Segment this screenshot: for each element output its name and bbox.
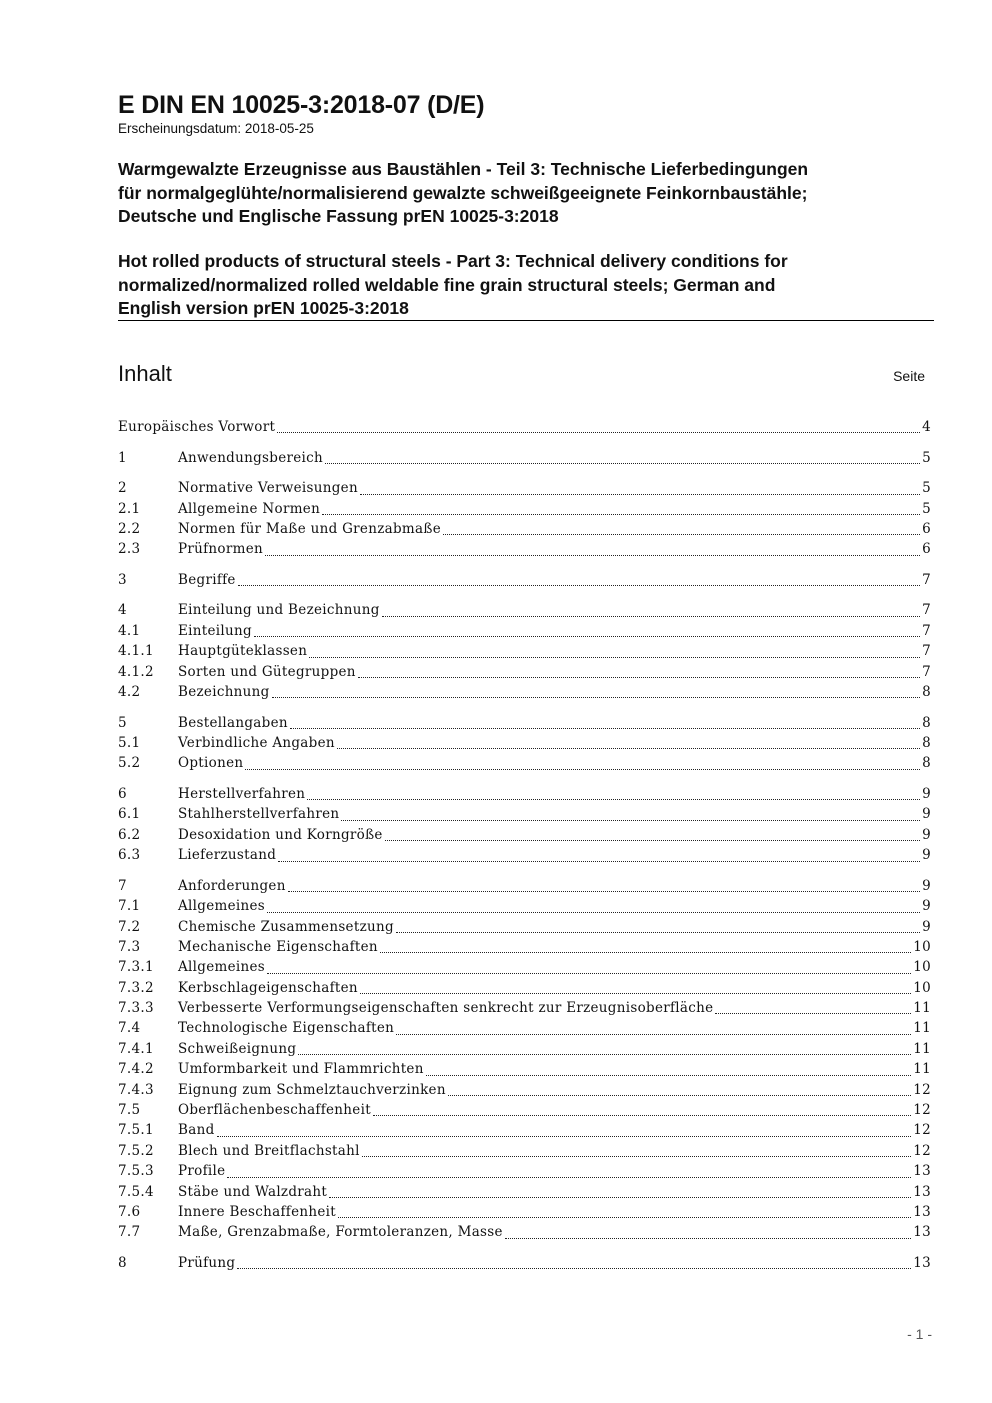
toc-dot-leader: [290, 722, 920, 729]
toc-entry-title: Hauptgüteklassen: [178, 643, 308, 660]
toc-entry-number: 6.2: [118, 826, 141, 843]
toc-entry[interactable]: [118, 478, 931, 498]
toc-entry-title: Maße, Grenzabmaße, Formtoleranzen, Masse: [178, 1224, 503, 1241]
toc-dot-leader: [382, 610, 920, 617]
toc-entry-title: Umformbarkeit und Flammrichten: [178, 1061, 424, 1078]
toc-heading: Inhalt: [118, 361, 172, 386]
toc-dot-leader: [288, 885, 920, 892]
toc-entry-title: Herstellverfahren: [178, 785, 306, 802]
toc-entry-page: 11: [913, 1000, 931, 1017]
toc-entry-number: 4.1.2: [118, 663, 154, 680]
toc-dot-leader: [385, 834, 920, 841]
toc-entry-title: Eignung zum Schmelztauchverzinken: [178, 1081, 446, 1098]
toc-entry-page: 5: [922, 500, 931, 517]
toc-entry[interactable]: [118, 1141, 931, 1161]
toc-entry-title: Stäbe und Walzdraht: [178, 1183, 328, 1200]
toc-entry-page: 10: [913, 959, 931, 976]
toc-entry[interactable]: [118, 784, 931, 804]
toc-dot-leader: [298, 1048, 911, 1055]
toc-entry[interactable]: [118, 570, 931, 590]
toc-entry-number: 7.3.1: [118, 959, 154, 976]
toc-entry-number: 5: [118, 714, 127, 731]
toc-dot-leader: [341, 814, 920, 821]
toc-entry[interactable]: [118, 957, 931, 977]
toc-entry-title: Desoxidation und Korngröße: [178, 826, 383, 843]
english-title: [118, 250, 788, 321]
toc-entry[interactable]: [118, 713, 931, 733]
toc-entry-title: Oberflächenbeschaffenheit: [178, 1102, 371, 1119]
toc-entry-page: 12: [913, 1102, 931, 1119]
toc-entry[interactable]: [118, 1120, 931, 1140]
toc-entry-number: 7.4.1: [118, 1040, 154, 1057]
german-title-line: für normalgeglühte/normalisierend gewalzte schweißgeeignete Feinkornbaustähle;: [118, 182, 808, 203]
page-number: - 1 -: [907, 1326, 932, 1342]
toc-entry-number: 7.1: [118, 898, 141, 915]
toc-entry-number: 2.1: [118, 500, 141, 517]
toc-entry[interactable]: [118, 1202, 931, 1222]
toc-entry-page: 9: [922, 826, 931, 843]
toc-entry-page: 11: [913, 1040, 931, 1057]
toc-entry-number: 6: [118, 785, 127, 802]
toc-dot-leader: [505, 1232, 911, 1239]
toc-entry-title: Einteilung: [178, 622, 252, 639]
toc-entry-page: 6: [922, 541, 931, 558]
publication-date: Erscheinungsdatum: 2018-05-25: [118, 121, 314, 136]
toc-dot-leader: [238, 579, 920, 586]
toc-entry[interactable]: [118, 917, 931, 937]
toc-entry-title: Blech und Breitflachstahl: [178, 1142, 360, 1159]
german-title-line: Warmgewalzte Erzeugnisse aus Baustählen - Teil 3: Technische Lieferbedingungen: [118, 159, 809, 179]
toc-entry-title: Normen für Maße und Grenzabmaße: [178, 520, 441, 537]
toc-entry-number: 7.2: [118, 918, 141, 935]
toc-entry-number: 2.2: [118, 520, 141, 537]
toc-dot-leader: [272, 691, 920, 698]
toc-entry-title: Kerbschlageigenschaften: [178, 979, 358, 996]
toc-entry-title: Technologische Eigenschaften: [178, 1020, 395, 1037]
toc-entry[interactable]: [118, 1161, 931, 1181]
toc-page-column-label: Seite: [893, 368, 925, 384]
document-id: E DIN EN 10025-3:2018-07 (D/E): [118, 91, 485, 119]
toc-entry-page: 8: [922, 714, 931, 731]
toc-group: [118, 784, 931, 866]
english-title-line: Hot rolled products of structural steels - Part 3: Technical delivery conditions for: [118, 251, 788, 271]
toc-entry-number: 2: [118, 480, 127, 497]
toc-group: [118, 448, 931, 468]
table-of-contents: [118, 417, 931, 1284]
toc-entry-title: Innere Beschaffenheit: [178, 1203, 336, 1220]
toc-entry-page: 12: [913, 1081, 931, 1098]
toc-entry-number: 7.5.4: [118, 1183, 154, 1200]
toc-entry-number: 4.1.1: [118, 643, 154, 660]
toc-entry-page: 9: [922, 785, 931, 802]
toc-entry-number: 4.1: [118, 622, 141, 639]
toc-entry[interactable]: [118, 539, 931, 559]
toc-entry[interactable]: [118, 753, 931, 773]
toc-dot-leader: [237, 1262, 911, 1269]
toc-entry[interactable]: [118, 804, 931, 824]
toc-entry-number: 4.2: [118, 684, 141, 701]
toc-dot-leader: [265, 549, 920, 556]
toc-entry-page: 8: [922, 735, 931, 752]
toc-entry[interactable]: [118, 600, 931, 620]
toc-entry-title: Chemische Zusammensetzung: [178, 918, 394, 935]
toc-dot-leader: [227, 1171, 911, 1178]
toc-entry-page: 8: [922, 755, 931, 772]
toc-dot-leader: [325, 457, 920, 464]
toc-entry[interactable]: [118, 733, 931, 753]
toc-entry-number: 3: [118, 571, 127, 588]
toc-entry[interactable]: [118, 845, 931, 865]
toc-entry[interactable]: [118, 1080, 931, 1100]
toc-entry-page: 13: [913, 1183, 931, 1200]
toc-entry-number: 7.5.1: [118, 1122, 154, 1139]
toc-entry-page: 9: [922, 918, 931, 935]
toc-entry[interactable]: [118, 1253, 931, 1273]
toc-entry[interactable]: [118, 1039, 931, 1059]
toc-dot-leader: [309, 651, 920, 658]
toc-entry-page: 10: [913, 938, 931, 955]
toc-entry-title: Bestellangaben: [178, 714, 288, 731]
toc-entry-number: 4: [118, 602, 127, 619]
toc-entry[interactable]: [118, 1018, 931, 1038]
toc-entry-title: Verbesserte Verformungseigenschaften senkrecht zur Erzeugnisoberfläche: [178, 1000, 714, 1017]
toc-dot-leader: [362, 1150, 911, 1157]
toc-entry-page: 13: [913, 1203, 931, 1220]
toc-group: [118, 478, 931, 560]
toc-entry[interactable]: [118, 1182, 931, 1202]
toc-dot-leader: [338, 1211, 911, 1218]
toc-dot-leader: [373, 1109, 911, 1116]
toc-entry-title: Normative Verweisungen: [178, 480, 358, 497]
toc-entry-number: 6.3: [118, 847, 141, 864]
toc-dot-leader: [245, 763, 920, 770]
toc-entry-number: 5.1: [118, 735, 141, 752]
toc-entry[interactable]: [118, 978, 931, 998]
toc-entry-number: 7.4.3: [118, 1081, 154, 1098]
toc-dot-leader: [715, 1007, 911, 1014]
toc-entry-page: 9: [922, 847, 931, 864]
toc-entry-page: 12: [913, 1142, 931, 1159]
toc-entry-title: Mechanische Eigenschaften: [178, 938, 378, 955]
toc-entry-number: 2.3: [118, 541, 141, 558]
toc-entry-page: 9: [922, 898, 931, 915]
toc-entry[interactable]: [118, 825, 931, 845]
toc-entry-title: Sorten und Gütegruppen: [178, 663, 356, 680]
toc-entry-title: Optionen: [178, 755, 244, 772]
toc-entry-page: 4: [922, 419, 931, 435]
toc-entry[interactable]: [118, 499, 931, 519]
toc-entry-number: 7.5: [118, 1102, 141, 1119]
toc-entry-title: Schweißeignung: [178, 1040, 297, 1057]
toc-entry-title: Anforderungen: [178, 877, 286, 894]
toc-dot-leader: [322, 508, 920, 515]
toc-entry[interactable]: [118, 876, 931, 896]
toc-entry-page: 7: [922, 663, 931, 680]
toc-entry-page: 10: [913, 979, 931, 996]
toc-dot-leader: [267, 967, 911, 974]
toc-entry-number: 7: [118, 877, 127, 894]
toc-entry[interactable]: [118, 641, 931, 661]
toc-dot-leader: [329, 1191, 911, 1198]
toc-dot-leader: [360, 488, 920, 495]
toc-group: [118, 1253, 931, 1273]
toc-dot-leader: [360, 987, 911, 994]
toc-entry-title: Begriffe: [178, 571, 236, 588]
toc-entry-page: 13: [913, 1163, 931, 1180]
toc-entry-title: Bezeichnung: [178, 684, 270, 701]
toc-entry-page: 9: [922, 877, 931, 894]
toc-entry-page: 5: [922, 480, 931, 497]
toc-dot-leader: [426, 1069, 912, 1076]
toc-dot-leader: [267, 906, 920, 913]
toc-dot-leader: [396, 1028, 911, 1035]
toc-entry[interactable]: [118, 662, 931, 682]
toc-entry-title: Anwendungsbereich: [178, 449, 324, 466]
toc-entry-page: 6: [922, 520, 931, 537]
toc-dot-leader: [380, 946, 911, 953]
toc-entry-number: 7.3.2: [118, 979, 154, 996]
toc-group: [118, 570, 931, 590]
toc-entry-number: 7.4.2: [118, 1061, 154, 1078]
toc-dot-leader: [307, 793, 920, 800]
toc-dot-leader: [396, 926, 920, 933]
toc-entry-page: 7: [922, 622, 931, 639]
toc-entry[interactable]: [118, 682, 931, 702]
toc-dot-leader: [254, 630, 920, 637]
toc-group: [118, 600, 931, 702]
toc-entry-title: Einteilung und Bezeichnung: [178, 602, 380, 619]
toc-entry-number: 7.3: [118, 938, 141, 955]
toc-entry-page: 7: [922, 571, 931, 588]
toc-entry[interactable]: [118, 621, 931, 641]
german-title: [118, 158, 808, 229]
toc-group: [118, 417, 931, 437]
toc-entry-number: 7.7: [118, 1224, 141, 1241]
toc-entry-number: 7.3.3: [118, 1000, 154, 1017]
toc-entry-title: Europäisches Vorwort: [118, 419, 276, 435]
toc-entry-title: Allgemeine Normen: [178, 500, 321, 517]
toc-entry-page: 7: [922, 643, 931, 660]
toc-entry-number: 8: [118, 1254, 127, 1271]
toc-entry-page: 5: [922, 449, 931, 466]
toc-entry-number: 1: [118, 449, 127, 466]
toc-dot-leader: [443, 528, 920, 535]
toc-entry-number: 7.6: [118, 1203, 141, 1220]
toc-entry[interactable]: [118, 448, 931, 468]
toc-dot-leader: [278, 855, 920, 862]
english-title-line: English version prEN 10025-3:2018: [118, 298, 409, 318]
toc-entry-page: 13: [913, 1254, 931, 1271]
toc-entry-title: Allgemeines: [178, 898, 266, 915]
toc-entry[interactable]: [118, 998, 931, 1018]
toc-entry[interactable]: [118, 417, 931, 437]
toc-entry-page: 9: [922, 806, 931, 823]
toc-entry[interactable]: [118, 1059, 931, 1079]
toc-entry-number: 7.5.3: [118, 1163, 154, 1180]
english-title-line: normalized/normalized rolled weldable fine grain structural steels; German and: [118, 274, 776, 295]
toc-entry[interactable]: [118, 896, 931, 916]
toc-dot-leader: [277, 426, 920, 433]
toc-entry-number: 7.5.2: [118, 1142, 154, 1159]
toc-entry-title: Band: [178, 1122, 215, 1139]
toc-entry-title: Prüfung: [178, 1254, 236, 1271]
toc-entry-number: 6.1: [118, 806, 141, 823]
toc-entry-page: 12: [913, 1122, 931, 1139]
toc-dot-leader: [448, 1089, 911, 1096]
toc-dot-leader: [358, 671, 920, 678]
toc-entry[interactable]: [118, 937, 931, 957]
toc-entry-title: Allgemeines: [178, 959, 266, 976]
toc-entry-title: Lieferzustand: [178, 847, 277, 864]
toc-entry-page: 13: [913, 1224, 931, 1241]
toc-entry-number: 7.4: [118, 1020, 141, 1037]
toc-entry[interactable]: [118, 1222, 931, 1242]
toc-entry-title: Profile: [178, 1163, 226, 1180]
title-divider: [118, 320, 934, 321]
toc-group: [118, 713, 931, 774]
toc-entry-page: 11: [913, 1020, 931, 1037]
toc-entry-page: 7: [922, 602, 931, 619]
toc-dot-leader: [337, 742, 920, 749]
toc-entry-page: 11: [913, 1061, 931, 1078]
toc-entry-page: 8: [922, 684, 931, 701]
toc-entry-title: Verbindliche Angaben: [178, 735, 335, 752]
toc-dot-leader: [217, 1130, 912, 1137]
toc-entry[interactable]: [118, 519, 931, 539]
toc-entry-number: 5.2: [118, 755, 141, 772]
toc-group: [118, 876, 931, 1243]
german-title-line: Deutsche und Englische Fassung prEN 10025-3:2018: [118, 206, 559, 226]
toc-entry[interactable]: [118, 1100, 931, 1120]
toc-entry-title: Stahlherstellverfahren: [178, 806, 340, 823]
toc-entry-title: Prüfnormen: [178, 541, 263, 558]
